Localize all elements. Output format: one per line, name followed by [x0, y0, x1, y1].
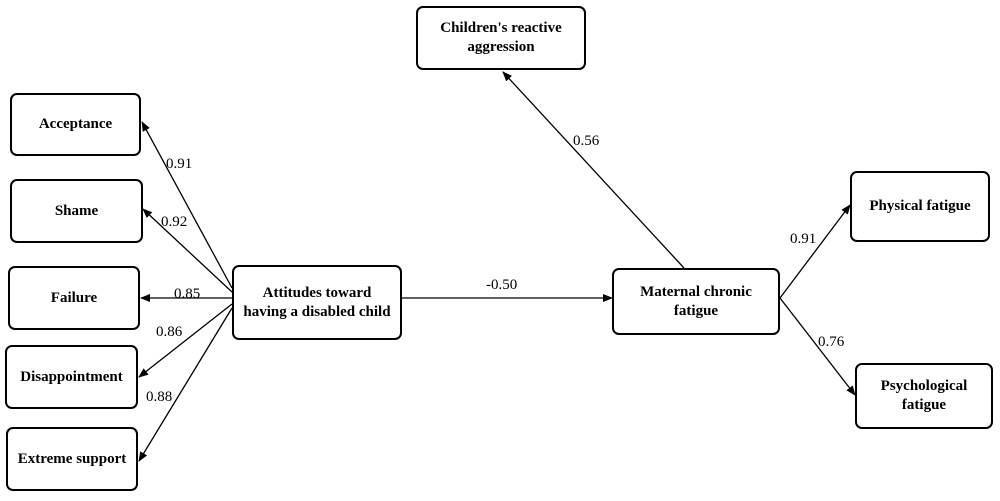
coefficient-attitudes-to-fatigue: -0.50 [486, 277, 518, 293]
node-label: Acceptance [38, 116, 113, 132]
node-childrens-reactive-aggression [416, 6, 586, 70]
coefficient-acceptance: 0.91 [166, 156, 193, 172]
node-label: Failure [50, 289, 98, 306]
node-psychological-fatigue [855, 363, 993, 429]
node-acceptance [10, 93, 141, 156]
edge-maternal_fatigue-to-physical_fatigue [780, 205, 850, 298]
node-label: Physical fatigue [869, 198, 971, 214]
edge-attitudes-to-disappointment [139, 304, 232, 377]
coefficient-fatigue-to-aggression: 0.56 [573, 133, 600, 149]
node-label: Children's reactive aggression [440, 20, 562, 55]
node-label: Attitudes toward having a disabled child [243, 284, 391, 320]
node-label: Psychological fatigue [880, 378, 968, 413]
coefficient-failure: 0.85 [174, 286, 201, 302]
edge-maternal_fatigue-to-reactive_aggression [503, 72, 684, 268]
coefficient-psychological-fatigue: 0.76 [818, 334, 845, 350]
node-disappointment [5, 345, 138, 409]
coefficient-extreme-support: 0.88 [146, 389, 173, 405]
coefficient-disappointment: 0.86 [156, 324, 183, 340]
edge-attitudes-to-acceptance [142, 122, 232, 288]
node-label: Maternal chronic fatigue [640, 283, 752, 319]
node-physical-fatigue [850, 171, 990, 242]
node-extreme-support [6, 427, 138, 491]
node-label: Shame [54, 202, 99, 219]
edge-attitudes-to-extreme_support [139, 308, 232, 461]
node-maternal-chronic-fatigue [612, 268, 780, 335]
coefficient-shame: 0.92 [161, 214, 188, 230]
node-label: Extreme support [17, 450, 127, 467]
edge-attitudes-to-shame [143, 209, 232, 292]
node-failure [8, 266, 140, 330]
coefficient-physical-fatigue: 0.91 [790, 231, 817, 247]
node-shame [10, 179, 143, 243]
node-attitudes-toward-disabled-child [232, 265, 402, 340]
node-label: Disappointment [20, 368, 123, 385]
